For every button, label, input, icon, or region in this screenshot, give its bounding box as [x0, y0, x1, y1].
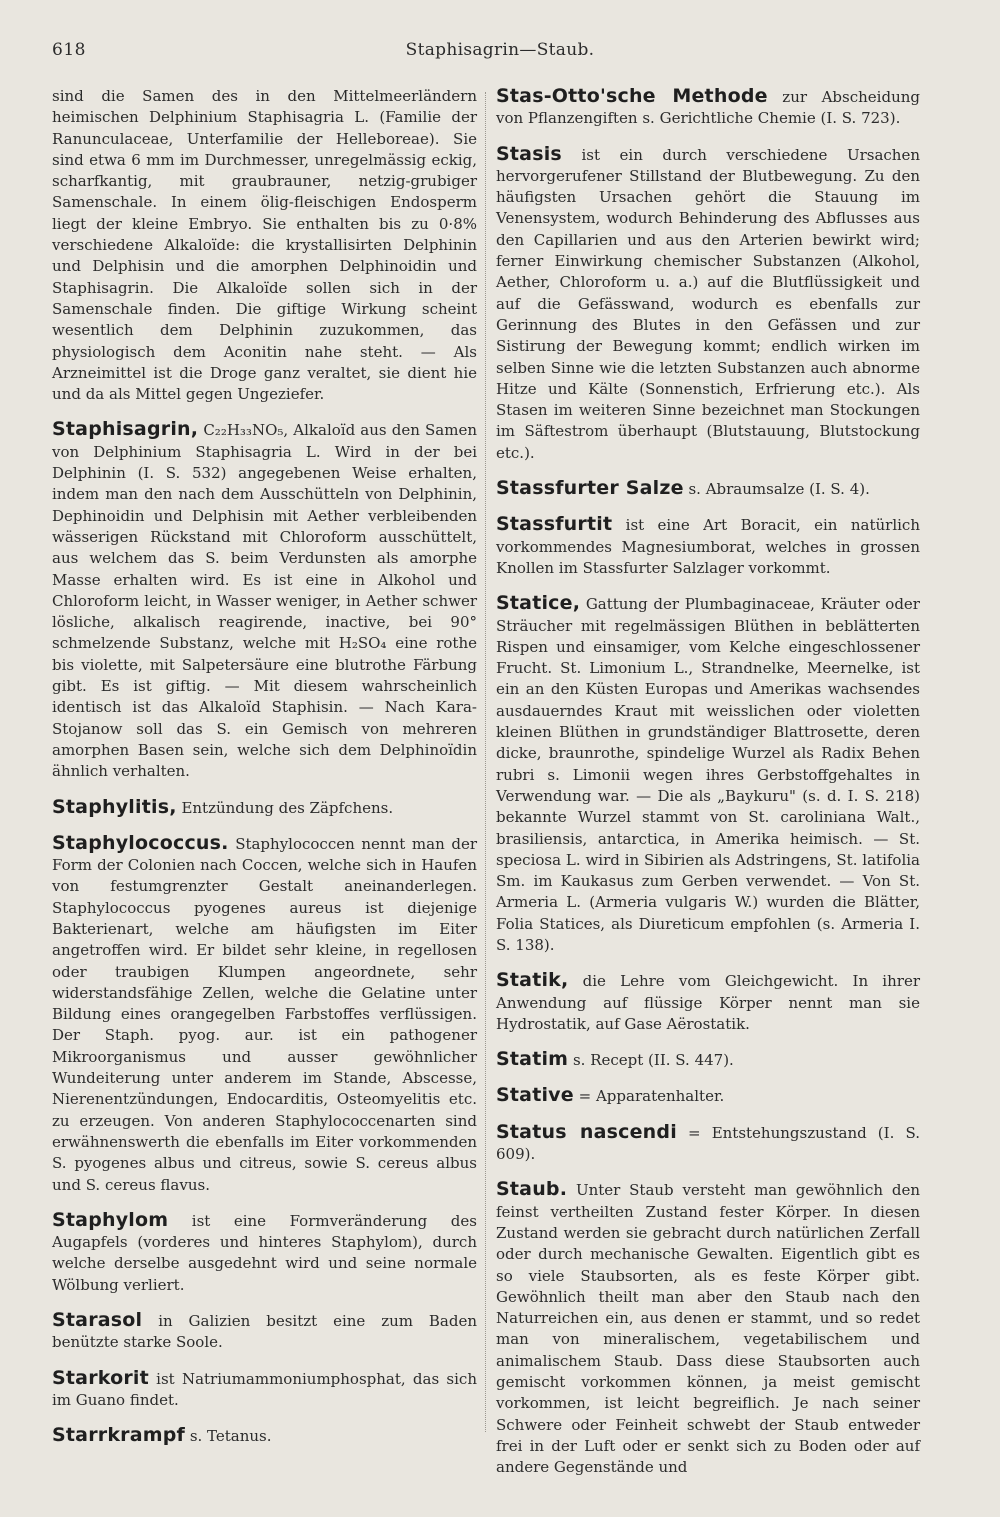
running-head: Staphisagrin—Staub.	[405, 40, 595, 60]
entry-headword: Stas-Otto'sche Methode	[496, 85, 768, 107]
entry-stassfurter-salze	[496, 478, 920, 500]
entry-stasis	[496, 144, 920, 464]
entry-starkorit	[52, 1368, 477, 1412]
right-column	[496, 86, 920, 1487]
entry-staphylitis	[52, 797, 477, 819]
entry-text: s. Abraumsalze (I. S. 4).	[688, 480, 870, 499]
entry-headword: Stassfurter Salze	[496, 477, 684, 500]
entry-statim	[496, 1049, 920, 1071]
entry-text: Entzündung des Zäpfchens.	[181, 798, 394, 817]
entry-status-nascendi	[496, 1122, 920, 1166]
entry-text: ist eine Art Boracit, ein natürlich vorkommendes Magnesiumborat, welches in grossen Knollen im Stassfurter Salzlager vorkommt.	[496, 516, 920, 577]
entry-stas-otto	[496, 86, 920, 130]
entry-headword: Starkorit	[52, 1366, 149, 1389]
entry-staub	[496, 1179, 920, 1478]
entry-headword: Starasol	[52, 1309, 143, 1332]
entry-text: die Lehre vom Gleichgewicht. In ihrer Anwendung auf flüssige Körper nennt man sie Hydrostatik, auf Gase Aërostatik.	[496, 972, 920, 1033]
column-divider	[485, 92, 486, 1432]
entry-headword: Status nascendi	[496, 1120, 677, 1143]
entry-text: s. Recept (II. S. 447).	[572, 1051, 734, 1070]
entry-headword: Stative	[496, 1084, 574, 1107]
entry-staphylococcus	[52, 833, 477, 1196]
entry-headword: Staphisagrin,	[52, 418, 199, 441]
entry-text: sind die Samen des in den Mittelmeerländern heimischen Delphinium Staphisagria L. (Familie der Ranunculaceae, Unterfamilie der Helleboreae). Sie sind etwa 6 mm im Durchmesser, unregelmässig eckig, scharfkantig, mit graubrauner, netzig-grubiger Samenschale. In einem ölig-fleischigen Endosperm liegt der kleine Embryo. Sie enthalten bis zu 0·8% verschiedene Alkaloïde: die krystallisirten Delphinin und Delphisin und die amorphen Delphinoidin und Staphisagrin. Die Alkaloïde sollen sich in der Samenschale finden. Die giftige Wirkung scheint wesentlich dem Delphinin zuzukommen, das physiologisch dem Aconitin nahe steht. — Als Arzneimittel ist die Droge ganz veraltet, sie dient hie und da als Mittel gegen Ungeziefer.	[52, 87, 477, 404]
entry-headword: Staphylitis,	[52, 795, 177, 818]
entry-staphylom	[52, 1210, 477, 1296]
entry-text: s. Tetanus.	[189, 1427, 272, 1446]
entry-headword: Staphylom	[52, 1208, 169, 1231]
entry-headword: Statik,	[496, 969, 569, 992]
entry-headword: Staphylococcus.	[52, 831, 229, 854]
entry-text: Unter Staub versteht man gewöhnlich den feinst vertheilten Zustand fester Körper. In diesen Zustand werden sie gebracht durch natürlichen Zerfall oder durch mechanische Gewalten. Eigentlich gibt es so viele Staubsorten, als es feste Körper gibt. Gewöhnlich theilt man aber den Staub nach den Naturreichen ein, aus denen er stammt, und so redet man von mineralischem, vegetabilischem und animalischem Staub. Dass diese Staubsorten auch gemischt vorkommen können, ja meist gemischt vorkommen, ist leicht begreiflich. Je nach seiner Schwere oder Feinheit schwebt der Staub entweder frei in der Luft oder er senkt sich zu Boden oder auf andere Gegenstände und	[496, 1181, 920, 1477]
entry-text: in Galizien besitzt eine zum Baden benützte starke Soole.	[52, 1312, 477, 1352]
entry-statice	[496, 593, 920, 956]
entry-text: = Apparatenhalter.	[578, 1087, 725, 1106]
entry-text: Gattung der Plumbaginaceae, Kräuter oder Sträucher mit regelmässigen Blüthen in beblätterten Rispen und einsamiger, vom Kelche eingeschlossener Frucht. St. Limonium L., Strandnelke, Meernelke, ist ein an den Küsten Europas und Amerikas wachsendes ausdauerndes Kraut mit weisslichen oder violetten kleinen Blüthen in grundständiger Blattrosette, deren dicke, braunrothe, spindelige Wurzel als Radix Behen rubri s. Limonii wegen ihres Gerbstoffgehaltes in Verwendung war. — Die als „Baykuru" (s. d. I. S. 218) bekannte Wurzel stammt von St. caroliniana Walt., brasiliensis, antarctica, in Amerika heimisch. — St. speciosa L. wird in Sibirien als Adstringens, St. latifolia Sm. im Kaukasus zum Gerben verwendet. — Von St. Armeria L. (Armeria vulgaris W.) wurden die Blätter, Folia Statices, als Diureticum empfohlen (s. Armeria I. S. 138).	[496, 595, 920, 954]
entry-stassfurtit	[496, 514, 920, 579]
entry-text: ist Natriumammoniumphosphat, das sich im Guano findet.	[52, 1369, 477, 1409]
entry-delphinium-continuation	[52, 86, 477, 405]
entry-text: = Entstehungszustand (I. S. 609).	[496, 1123, 920, 1164]
entry-statik	[496, 970, 920, 1035]
entry-staphisagrin	[52, 419, 477, 782]
entry-headword: Statice,	[496, 592, 581, 615]
entry-headword: Statim	[496, 1048, 569, 1071]
entry-starrkrampf	[52, 1425, 477, 1447]
entry-headword: Staub.	[496, 1178, 568, 1201]
entry-stative	[496, 1085, 920, 1107]
entry-text: zur Abscheidung von Pflanzengiften s. Gerichtliche Chemie (I. S. 723).	[496, 88, 920, 128]
entry-text: ist eine Formveränderung des Augapfels (vorderes und hinteres Staphylom), durch welche derselbe ausgedehnt wird und seine normale Wölbung verliert.	[52, 1211, 477, 1294]
entry-headword: Starrkrampf	[52, 1424, 186, 1447]
entry-headword: Stasis	[496, 142, 562, 165]
page-number: 618	[52, 40, 86, 60]
entry-headword: Stassfurtit	[496, 513, 613, 536]
left-column	[52, 86, 477, 1456]
entry-starasol	[52, 1310, 477, 1354]
entry-text: C₂₂H₃₃NO₅, Alkaloïd aus den Samen von Delphinium Staphisagria L. Wird in der bei Delphinin (I. S. 532) angegebenen Weise erhalten, indem man den nach dem Ausschütteln von Delphinin, Dephinoidin und Delphisin mit Aether verbleibenden wässerigen Rückstand mit Chloroform ausschüttelt, aus welchem das S. beim Verdunsten als amorphe Masse erhalten wird. Es ist eine in Alkohol und Chloroform leicht, in Wasser weniger, in Aether schwer lösliche, alkalisch reagirende, inactive, bei 90° schmelzende Substanz, welche mit H₂SO₄ eine rothe bis violette, mit Salpetersäure eine blutrothe Färbung gibt. Es ist giftig. — Mit diesem wahrscheinlich identisch ist das Alkaloïd Staphisin. — Nach Kara-Stojanow soll das S. ein Gemisch von mehreren amorphen Basen sein, welche sich dem Delphinoïdin ähnlich verhalten.	[52, 421, 477, 781]
entry-text: ist ein durch verschiedene Ursachen hervorgerufener Stillstand der Blutbewegung. Zu den häufigsten Ursachen gehört die Stauung im Venensystem, wodurch Behinderung des Abflusses aus den Capillarien und aus den Arterien bewirkt wird; ferner Einwirkung chemischer Substanzen (Alkohol, Aether, Chloroform u. a.) auf die Blutflüssigkeit und auf die Gefässwand, wodurch es ebenfalls zur Gerinnung des Blutes in den Gefässen und zur Sistirung der Bewegung kommt; endlich wirken im selben Sinne wie die letzten Substanzen auch abnorme Hitze und Kälte (Sonnenstich, Erfrierung etc.). Als Stasen im weiteren Sinne bezeichnet man Stockungen im Säftestrom überhaupt (Blutstauung, Blutstockung etc.).	[496, 145, 920, 462]
entry-text: Staphylococcen nennt man der Form der Colonien nach Coccen, welche sich in Haufen von festumgrenzter Gestalt aneinanderlegen. Staphylococcus pyogenes aureus ist diejenige Bakterienart, welche am häufigsten im Eiter angetroffen wird. Er bildet sehr kleine, in regellosen oder traubigen Klumpen angeordnete, sehr widerstandsfähige Zellen, welche die Gelatine unter Bildung eines orangegelben Farbstoffes verflüssigen. Der Staph. pyog. aur. ist ein pathogener Mikroorganismus und ausser gewöhnlicher Wundeiterung unter anderem im Stande, Abscesse, Nierenentzündungen, Endocarditis, Osteomyelitis etc. zu erzeugen. Von anderen Staphylococcenarten sind erwähnenswerth die ebenfalls im Eiter vorkommenden S. pyogenes albus und citreus, sowie S. cereus albus und S. cereus flavus.	[52, 834, 477, 1194]
